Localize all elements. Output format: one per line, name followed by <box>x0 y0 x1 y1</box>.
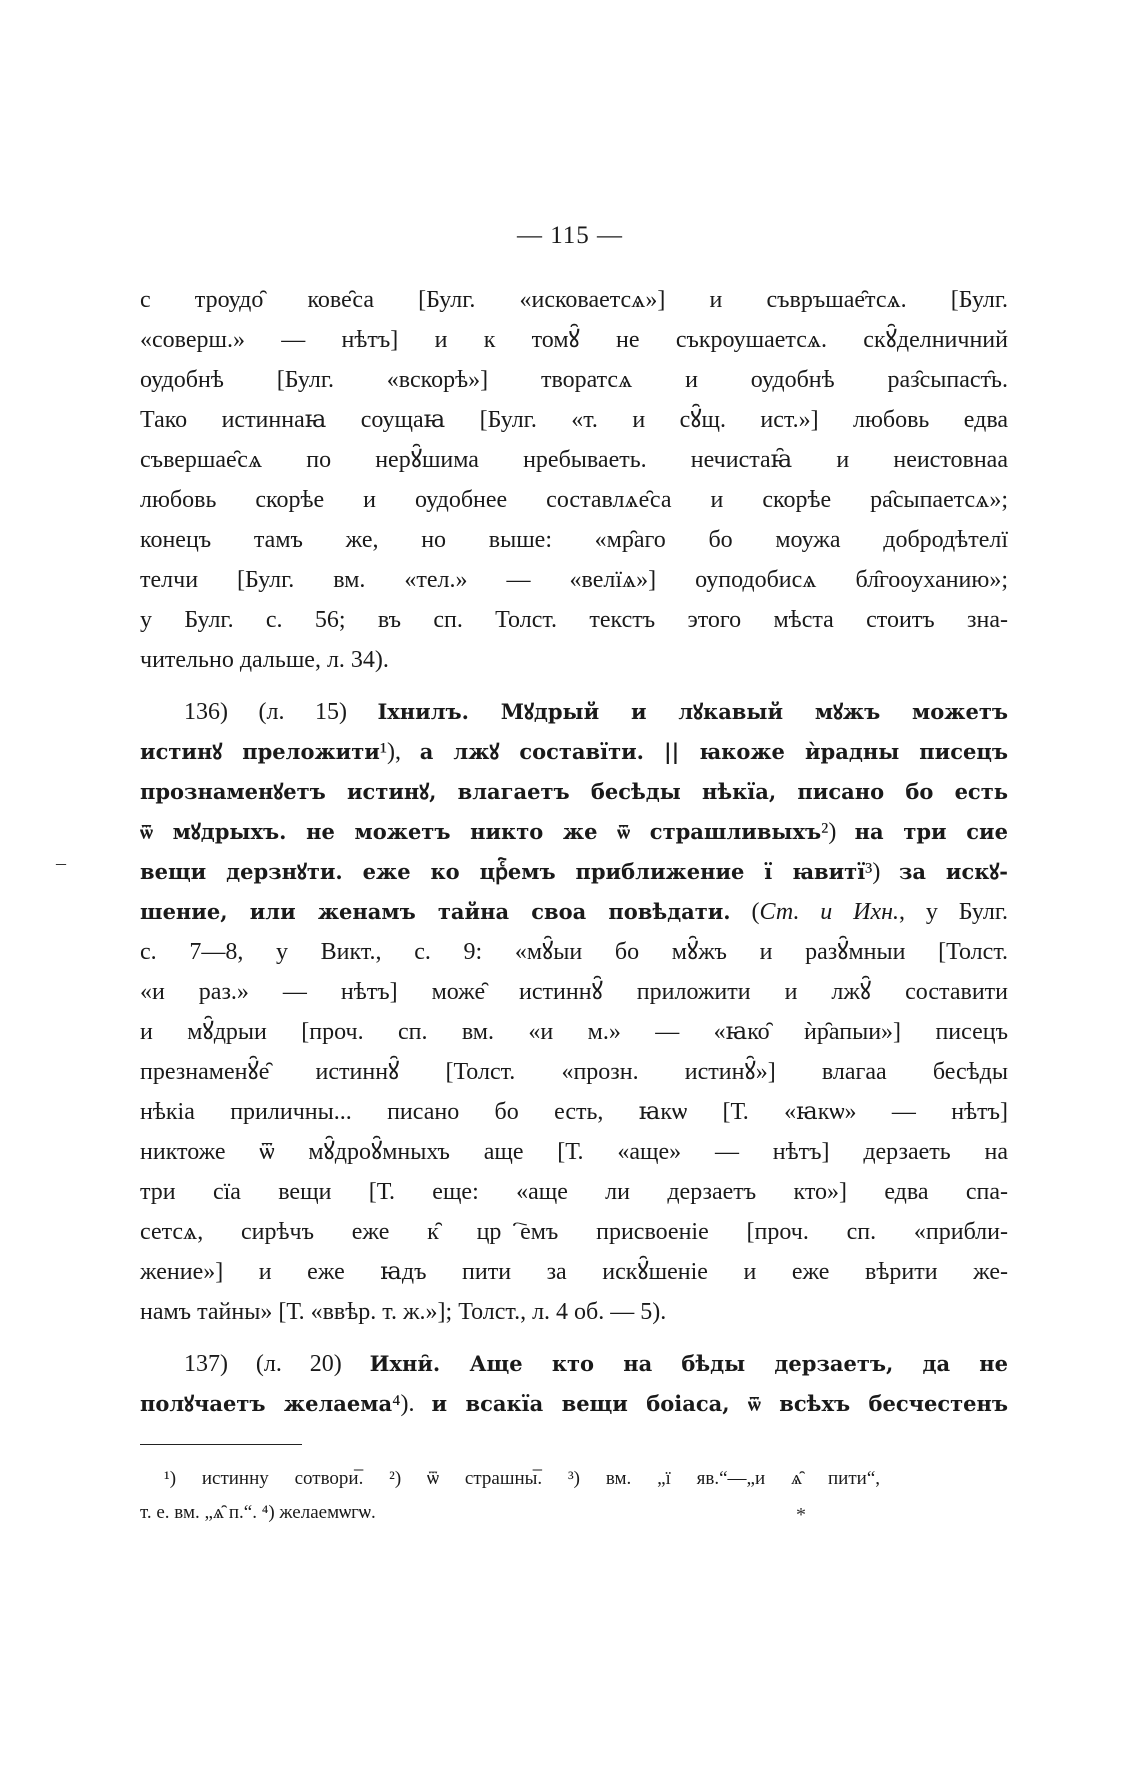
text-line: намъ тайны» [Т. «ввѣр. т. ж.»]; Толст., л. 4 об. — 5). <box>140 1299 667 1325</box>
bold-run: на три сие <box>854 819 1008 844</box>
text-run: 136) (л. 15) <box>184 699 378 725</box>
footnote-line: т. е. вм. „ѧ̑ п.“. ⁴) желаемѡгѡ. <box>140 1502 376 1523</box>
text-line: конецъ тамъ же, но выше: «мр̑аго бо моужа добродѣтелї <box>140 527 1008 553</box>
text-line: «и раз.» — нѣтъ] може̑ истиннꙋ̑ приложити и лжꙋ̑ составити <box>140 979 1008 1005</box>
italic-run: Ст. и Ихн. <box>759 899 900 925</box>
text-line <box>140 772 1008 812</box>
margin-mark: – <box>56 852 66 874</box>
text-line <box>140 1344 1008 1384</box>
bold-run: полꙋчаетъ желаема <box>140 1391 393 1416</box>
text-line: Тако истиннаꙗ соущаꙗ [Булг. «т. и сꙋ̑щ. ист.»] любовь едва <box>140 407 1008 433</box>
bold-run: и всакїа вещи боіаса, ѿ всѣхъ бесчестенъ <box>431 1391 1008 1416</box>
text-line: «соверш.» — нѣтъ] и к томꙋ̑ не съкроушаетсѧ. скꙋ̑делничний <box>140 327 1008 353</box>
footnote-ref: ⁴). <box>392 1391 432 1417</box>
text-run: , у Булг. <box>899 899 1008 925</box>
text-line: телчи [Булг. вм. «тел.» — «велїѧ»] оуподобисѧ бл̑гооуханию»; <box>140 567 1008 593</box>
text-line <box>140 1384 1008 1424</box>
bold-run: вещи дерзнꙋти. еже ко црⷭ҇емъ приближение ї ꙗвитї <box>140 859 866 884</box>
text-line: с. 7—8, у Викт., с. 9: «мꙋ̑ыи бо мꙋ̑жъ и разꙋ̑мныи [Толст. <box>140 939 1008 965</box>
bold-run: ѿ мꙋдрыхъ. не можетъ никто же ѿ страшливыхъ <box>140 819 822 844</box>
text-line <box>140 852 1008 892</box>
text-line: чительно дальше, л. 34). <box>140 647 389 673</box>
text-line <box>140 812 1008 852</box>
text-line: сетсѧ, сирѣчъ еже к̑ црⷭ҇емъ присвоеніе [проч. сп. «прибли- <box>140 1219 1008 1245</box>
footnote-divider <box>140 1444 302 1445</box>
bold-run: Іхнилъ. Мꙋдрый и лꙋкавый мꙋжъ можетъ <box>377 699 1008 724</box>
bold-run: Ихни̑. Аще кто на бѣды дерзаетъ, да не <box>369 1351 1008 1376</box>
footnote-ref: ³) <box>865 859 899 885</box>
bold-run: истинꙋ преложити <box>140 739 380 764</box>
text-run: 137) (л. 20) <box>184 1351 370 1377</box>
text-line: любовь скорѣе и оудобнее составлѧе̑са и скорѣе ра̑сыпаетсѧ»; <box>140 487 1008 513</box>
bold-run: прознаменꙋетъ истинꙋ, влагаетъ бесѣды нѣкїа, писано бо есть <box>140 779 1008 804</box>
asterisk-mark: * <box>796 1504 806 1526</box>
footnotes <box>140 1462 880 1530</box>
footnote-line: ¹) истинну сотвори̅. ²) ѿ страшны̅. ³) вм. „ї яв.“—„и ѧ̑ пити“, <box>164 1468 880 1489</box>
text-line: презнаменꙋ̑е̑ истиннꙋ̑ [Толст. «прозн. истинꙋ̑»] влагаа бесѣды <box>140 1059 1008 1085</box>
text-line: с троудо̑ кове̑са [Булг. «исковаетсѧ»] и съвръшае̑тсѧ. [Булг. <box>140 287 1008 313</box>
footnote-ref: ¹), <box>379 739 420 765</box>
text-line: нѣкіа приличны... писано бо есть, ꙗкѡ [Т. «ꙗкѡ» — нѣтъ] <box>140 1099 1008 1125</box>
body-text <box>140 280 1008 1424</box>
text-line <box>140 732 1008 772</box>
text-line <box>140 692 1008 732</box>
bold-run: а лжꙋ составїти. || ꙗкоже ѝрадны писецъ <box>419 739 1009 764</box>
footnote-ref: ²) <box>821 819 855 845</box>
text-line <box>140 892 1008 932</box>
text-line: три сїа вещи [Т. еще: «аще ли дерзаетъ кто»] едва спа- <box>140 1179 1008 1205</box>
text-line: у Булг. с. 56; въ сп. Толст. текстъ этого мѣста стоитъ зна- <box>140 607 1008 633</box>
page-number: — 115 — <box>516 222 624 249</box>
text-line: оудобнѣ [Булг. «вскорѣ»] творатсѧ и оудобнѣ раз̑сыпаст̑ь. <box>140 367 1008 393</box>
text-line: жение»] и еже ꙗдъ пити за искꙋ̑шеніе и еже вѣрити же- <box>140 1259 1008 1285</box>
text-line: никтоже ѿ мꙋ̑дроꙋ̑мныхъ аще [Т. «аще» — нѣтъ] дерзаеть на <box>140 1139 1008 1165</box>
text-line: съвершае̑сѧ по нерꙋ̑шима нребываеть. нечистаꙗ̑ и неистовнаа <box>140 447 1008 473</box>
bold-run: за искꙋ- <box>898 859 1008 884</box>
text-line: и мꙋ̑дрыи [проч. сп. вм. «и м.» — «ꙗко̑ ѝр̑апыи»] писецъ <box>140 1019 1008 1045</box>
text-run: ( <box>730 899 760 925</box>
bold-run: шение, или женамъ тайна своа повѣдати. <box>140 899 731 924</box>
